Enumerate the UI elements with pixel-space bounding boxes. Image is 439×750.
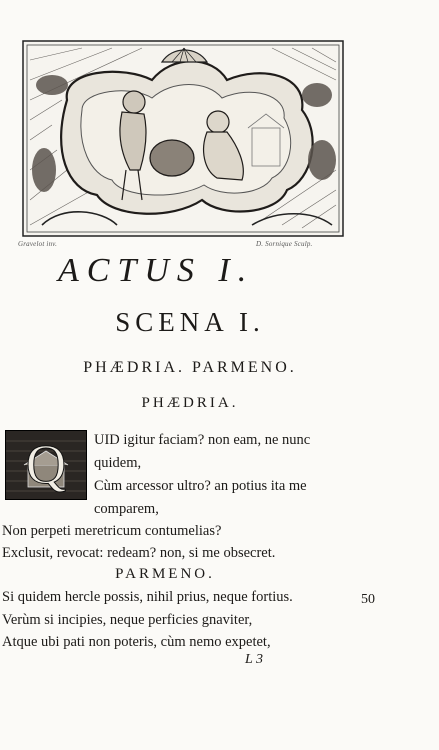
plate-credit-engraver: D. Sornique Sculp. <box>256 240 313 248</box>
verse-line: comparem, <box>94 501 159 517</box>
verse-line: Exclusit, revocat: redeam? non, si me obsecret. <box>2 545 276 561</box>
speaker-label-parmeno: PARMENO. <box>115 566 215 582</box>
signature-mark: L 3 <box>245 652 264 667</box>
initial-ornament <box>6 431 86 499</box>
verse-line: UID igitur faciam? non eam, ne nunc <box>94 432 311 448</box>
engraving-illustration <box>22 40 344 237</box>
line-number: 50 <box>361 592 375 607</box>
characters-list: PHÆDRIA. PARMENO. <box>83 359 297 376</box>
verse-line: Verùm si incipies, neque perficies gnaviter, <box>2 612 253 628</box>
scene-heading: SCENA I. <box>115 307 265 337</box>
engraved-plate <box>22 40 344 237</box>
speaker-label-phaedria: PHÆDRIA. <box>141 395 239 411</box>
verse-line: quidem, <box>94 455 142 471</box>
decorated-initial <box>5 430 87 500</box>
verse-line: Atque ubi pati non poteris, cùm nemo expetet, <box>2 634 271 650</box>
act-heading: ACTUS I. <box>58 252 255 289</box>
verse-line: Non perpeti meretricum contumelias? <box>2 523 222 539</box>
initial-letter-q: Q <box>25 434 67 496</box>
verse-line: Cùm arcessor ultro? an potius ita me <box>94 478 307 494</box>
verse-line: Si quidem hercle possis, nihil prius, neque fortius. <box>2 589 293 605</box>
plate-credit-designer: Gravelot inv. <box>18 240 58 248</box>
